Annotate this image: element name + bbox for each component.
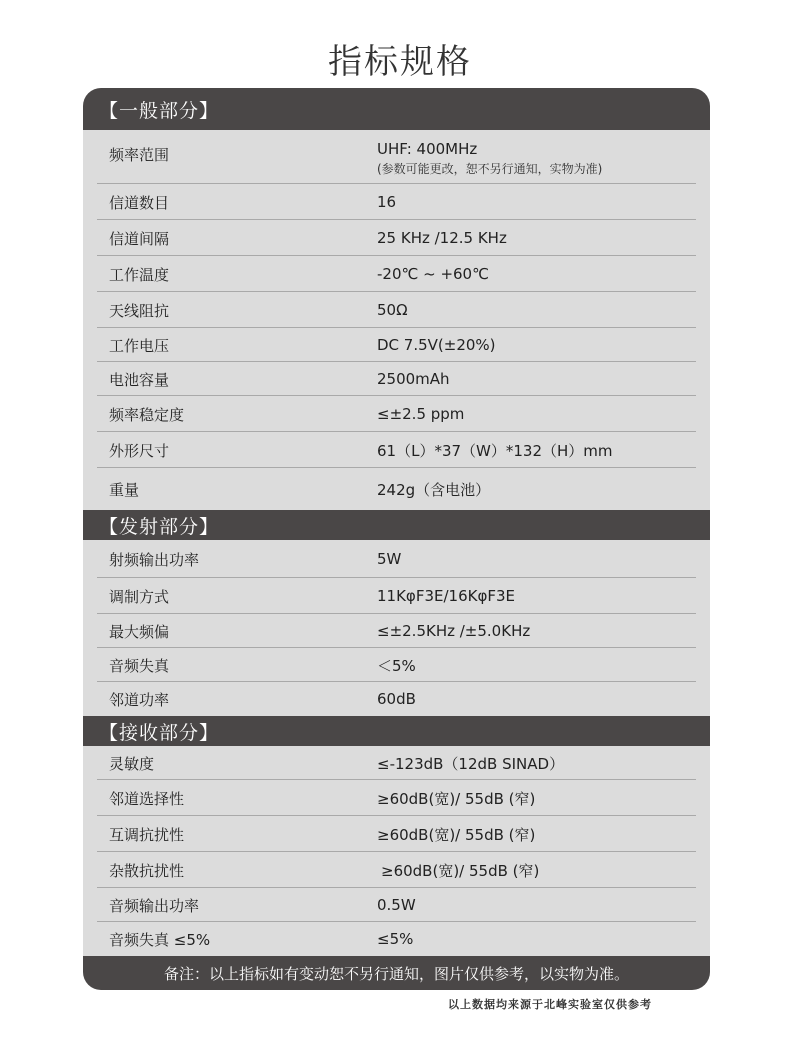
spec-value: 50Ω	[377, 301, 408, 319]
table-row	[83, 184, 710, 220]
spec-label: 互调抗扰性	[109, 825, 185, 844]
spec-label: 信道间隔	[109, 229, 170, 248]
spec-value: 5W	[377, 550, 402, 568]
spec-value: 61（L）*37（W）*132（H）mm	[377, 441, 613, 460]
section-header-receive: 【接收部分】	[83, 716, 710, 746]
spec-table	[83, 88, 710, 990]
spec-value: 0.5W	[377, 896, 416, 914]
table-row	[83, 328, 710, 362]
table-row	[83, 540, 710, 578]
spec-value-text: UHF: 400MHz	[377, 140, 478, 158]
spec-label: 信道数目	[109, 193, 170, 212]
spec-value: 2500mAh	[377, 370, 450, 388]
table-row	[83, 746, 710, 780]
spec-label: 杂散抗扰性	[109, 861, 185, 880]
table-row	[83, 578, 710, 614]
table-row	[83, 130, 710, 184]
table-row	[83, 396, 710, 432]
spec-label: 音频失真	[109, 656, 170, 675]
page-title: 指标规格	[328, 42, 472, 82]
table-row	[83, 888, 710, 922]
section-header-transmit: 【发射部分】	[83, 510, 710, 540]
table-row	[83, 852, 710, 888]
spec-value: -20℃ ~ +60℃	[377, 265, 489, 283]
spec-label: 邻道功率	[109, 690, 170, 709]
spec-value: DC 7.5V(±20%)	[377, 336, 496, 354]
spec-value: ≤5%	[377, 930, 414, 948]
spec-value: ≤±2.5KHz /±5.0KHz	[377, 622, 531, 640]
spec-label: 音频失真 ≤5%	[109, 930, 211, 949]
spec-label: 频率范围	[109, 146, 170, 164]
table-row	[83, 614, 710, 648]
spec-label: 灵敏度	[109, 754, 155, 773]
spec-value: ≤±2.5 ppm	[377, 405, 465, 423]
spec-value: 25 KHz /12.5 KHz	[377, 229, 507, 247]
footer-note: 备注：以上指标如有变动恕不另行通知，图片仅供参考，以实物为准。	[83, 956, 710, 990]
table-row	[83, 922, 710, 956]
table-row	[83, 468, 710, 510]
spec-value-note: (参数可能更改，恕不另行通知，实物为准)	[377, 162, 603, 176]
table-row	[83, 432, 710, 468]
spec-label: 频率稳定度	[109, 405, 185, 424]
spec-label: 音频输出功率	[109, 896, 200, 915]
spec-value: 60dB	[377, 690, 416, 708]
source-note: 以上数据均来源于北峰实验室仅供参考	[448, 998, 652, 1011]
spec-value: ≥60dB(宽)/ 55dB (窄)	[381, 861, 540, 880]
spec-value: 16	[377, 193, 397, 211]
spec-label: 电池容量	[109, 370, 170, 389]
spec-label: 工作温度	[109, 265, 170, 284]
spec-label: 邻道选择性	[109, 789, 185, 808]
table-row	[83, 780, 710, 816]
table-row	[83, 648, 710, 682]
spec-label: 天线阻抗	[109, 301, 170, 320]
spec-label: 射频输出功率	[109, 550, 200, 569]
table-row	[83, 292, 710, 328]
spec-value: ＜5%	[377, 656, 416, 675]
spec-value: ≥60dB(宽)/ 55dB (窄)	[377, 825, 536, 844]
spec-value	[377, 140, 602, 177]
table-row	[83, 362, 710, 396]
spec-label: 最大频偏	[109, 622, 170, 641]
section-header-general: 【一般部分】	[83, 88, 710, 130]
spec-value: ≥60dB(宽)/ 55dB (窄)	[377, 789, 536, 808]
spec-label: 外形尺寸	[109, 441, 170, 460]
spec-label: 工作电压	[109, 336, 170, 355]
table-row	[83, 220, 710, 256]
table-row	[83, 816, 710, 852]
spec-label: 重量	[109, 480, 140, 499]
spec-value: 242g（含电池）	[377, 480, 491, 499]
spec-label: 调制方式	[109, 587, 170, 606]
spec-value: ≤-123dB（12dB SINAD）	[377, 754, 565, 773]
table-row	[83, 256, 710, 292]
spec-value: 11KφF3E/16KφF3E	[377, 587, 515, 605]
table-row	[83, 682, 710, 716]
